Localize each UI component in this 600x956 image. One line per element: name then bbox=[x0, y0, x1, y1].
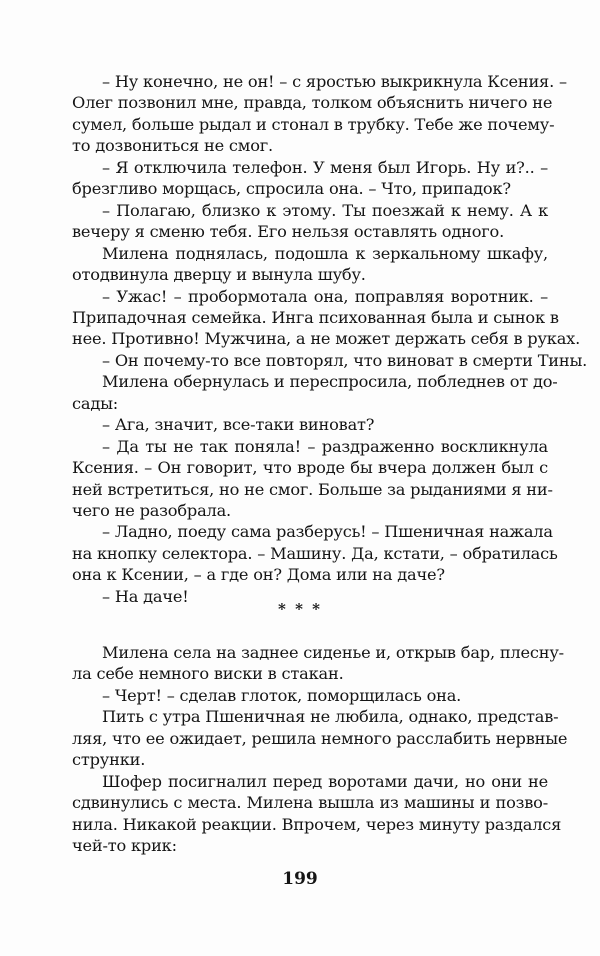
text-line: ляя, что ее ожидает, решила немного расслабить нервные bbox=[72, 728, 568, 748]
text-line: чей-то крик: bbox=[72, 836, 177, 856]
text-line: брезгливо морщась, спросила она. – Что, припадок? bbox=[72, 179, 511, 199]
text-line: Пить с утра Пшеничная не любила, однако, представ- bbox=[102, 707, 559, 727]
text-line: сумел, больше рыдал и стонал в трубку. Тебе же почему- bbox=[72, 114, 555, 134]
text-line: Милена поднялась, подошла к зеркальному шкафу, bbox=[102, 243, 548, 263]
text-line: нее. Противно! Мужчина, а не может держать себя в руках. bbox=[72, 329, 581, 349]
text-line: сдвинулись с места. Милена вышла из машины и позво- bbox=[72, 793, 548, 813]
text-line: Олег позвонил мне, правда, толком объяснить ничего не bbox=[72, 93, 553, 113]
section-separator: * * * bbox=[278, 600, 322, 618]
text-line: Милена обернулась и переспросила, побледнев от до- bbox=[102, 372, 558, 392]
text-line: она к Ксении, – а где он? Дома или на даче? bbox=[72, 565, 445, 585]
text-line: – Ну конечно, не он! – с яростью выкрикнула Ксения. – bbox=[102, 72, 567, 91]
text-line: Припадочная семейка. Инга психованная была и сынок в bbox=[72, 307, 559, 327]
text-line: – Ужас! – пробормотала она, поправляя воротник. – bbox=[102, 286, 548, 306]
text-line: нила. Никакой реакции. Впрочем, через минуту раздался bbox=[72, 814, 562, 834]
text-line: вечеру я сменю тебя. Его нельзя оставлять одного. bbox=[72, 222, 505, 242]
text-line: струнки. bbox=[72, 750, 146, 770]
text-line: то дозвониться не смог. bbox=[72, 136, 273, 156]
text-line: на кнопку селектора. – Машину. Да, кстати, – обратилась bbox=[72, 543, 558, 563]
text-line: – Он почему-то все повторял, что виноват в смерти Тины. bbox=[102, 350, 588, 370]
page-number: 199 bbox=[282, 869, 318, 889]
text-line: ла себе немного виски в стакан. bbox=[72, 664, 344, 684]
text-line: Милена села на заднее сиденье и, открыв бар, плесну- bbox=[102, 643, 564, 662]
text-line: – Черт! – сделав глоток, поморщилась она. bbox=[102, 685, 462, 705]
text-line: ней встретиться, но не смог. Больше за рыданиями я ни- bbox=[72, 479, 553, 499]
text-line: – На даче! bbox=[102, 586, 189, 606]
text-line: – Ладно, поеду сама разберусь! – Пшеничная нажала bbox=[102, 522, 553, 542]
text-line: сады: bbox=[72, 393, 119, 413]
text-line: Ксения. – Он говорит, что вроде бы вчера должен был с bbox=[72, 458, 548, 478]
text-line: Шофер посигналил перед воротами дачи, но они не bbox=[102, 771, 548, 791]
text-line: – Ага, значит, все-таки виноват? bbox=[102, 415, 375, 435]
text-line: – Да ты не так поняла! – раздраженно воскликнула bbox=[102, 436, 548, 456]
text-line: отодвинула дверцу и вынула шубу. bbox=[72, 265, 366, 285]
text-line: чего не разобрала. bbox=[72, 501, 231, 520]
text-line: – Я отключила телефон. У меня был Игорь. Ну и?.. – bbox=[102, 157, 548, 177]
text-line: – Полагаю, близко к этому. Ты поезжай к нему. А к bbox=[102, 200, 548, 220]
